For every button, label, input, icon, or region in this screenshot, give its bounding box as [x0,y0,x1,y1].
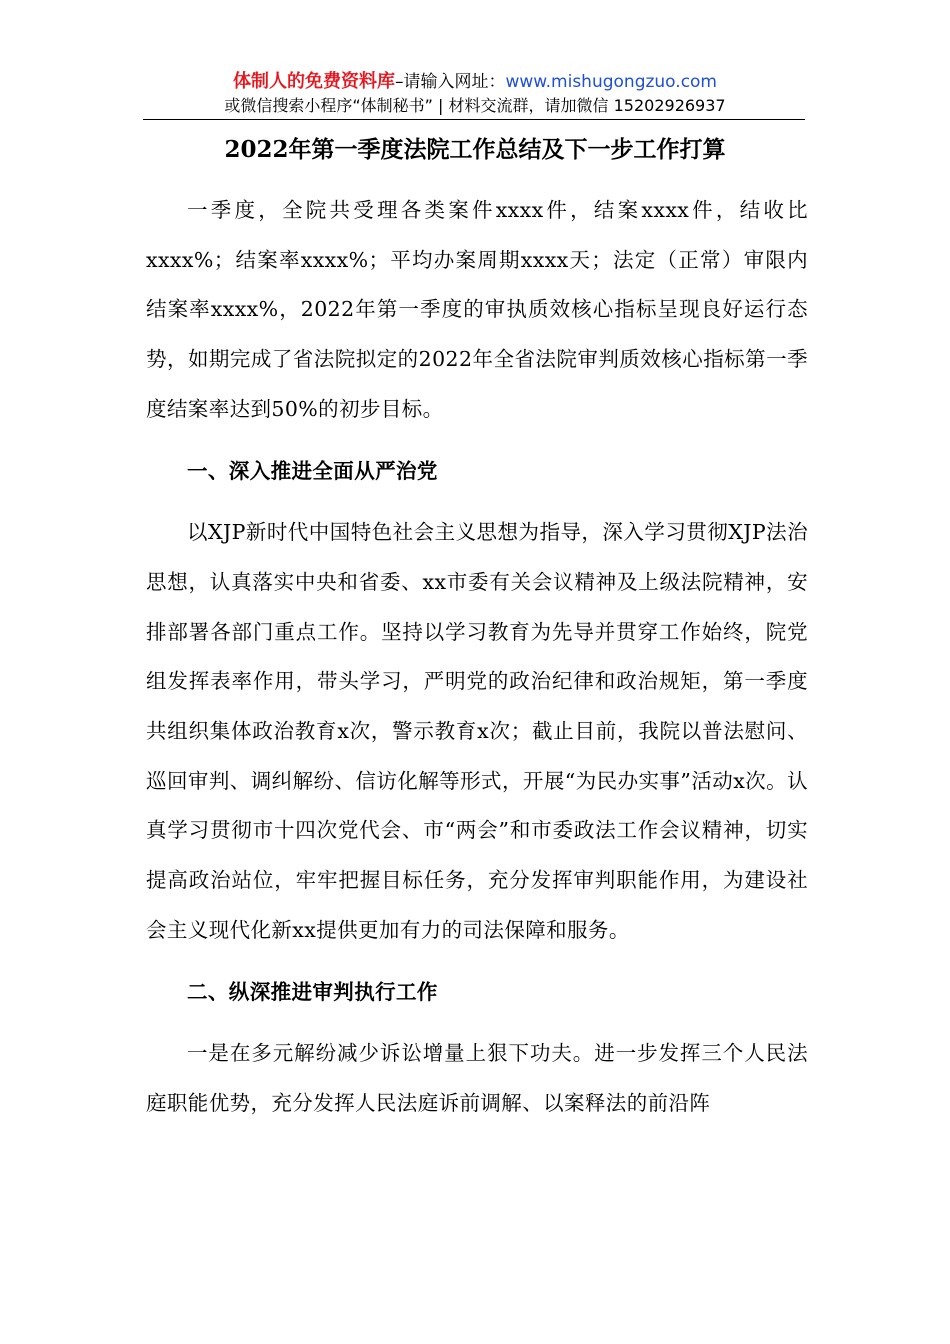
spacer [146,496,808,508]
header-divider [143,119,805,120]
header-brand: 体制人的免费资料库 [232,71,395,92]
spacer [146,435,808,447]
section-1-paragraph: 以XJP新时代中国特色社会主义思想为指导，深入学习贯彻XJP法治思想，认真落实中央和省委、xx市委有关会议精神及上级法院精神，安排部署各部门重点工作。坚持以学习教育为先导并贯穿工作始终，院党组发挥表率作用，带头学习，严明党的政治纪律和政治规矩，第一季度共组织集体政治教育x次，警示教育x次；截止目前，我院以普法慰问、巡回审判、调纠解纷、信访化解等形式，开展“为民办实事”活动x次。认真学习贯彻市十四次党代会、市“两会”和市委政法工作会议精神，切实提高政治站位，牢牢把握目标任务，充分发挥审判职能作用，为建设社会主义现代化新xx提供更加有力的司法保障和服务。 [146,520,808,942]
spacer [146,1017,808,1029]
document-body [146,186,808,1129]
section-2-heading: 二、纵深推进审判执行工作 [187,979,438,1004]
header-banner [0,70,950,94]
header-url-link[interactable]: www.mishugongzuo.com [505,72,717,92]
section-2-paragraph: 一是在多元解纷减少诉讼增量上狠下功夫。进一步发挥三个人民法庭职能优势，充分发挥人民法庭诉前调解、以案释法的前沿阵 [146,1041,808,1115]
section-1-heading: 一、深入推进全面从严治党 [187,458,438,483]
header-prompt: –请输入网址： [394,72,506,92]
header-subline: 或微信搜索小程序“体制秘书” | 材料交流群，请加微信 15202926937 [224,96,726,115]
document-title: 2022年第一季度法院工作总结及下一步工作打算 [224,136,726,163]
spacer [146,956,808,968]
intro-paragraph: 一季度，全院共受理各类案件xxxx件，结案xxxx件，结收比xxxx%；结案率xxxx%；平均办案周期xxxx天；法定（正常）审限内结案率xxxx%，2022年第一季度的审执质效核心指标呈现良好运行态势，如期完成了省法院拟定的2022年全省法院审判质效核心指标第一季度结案率达到50%的初步目标。 [146,198,808,421]
